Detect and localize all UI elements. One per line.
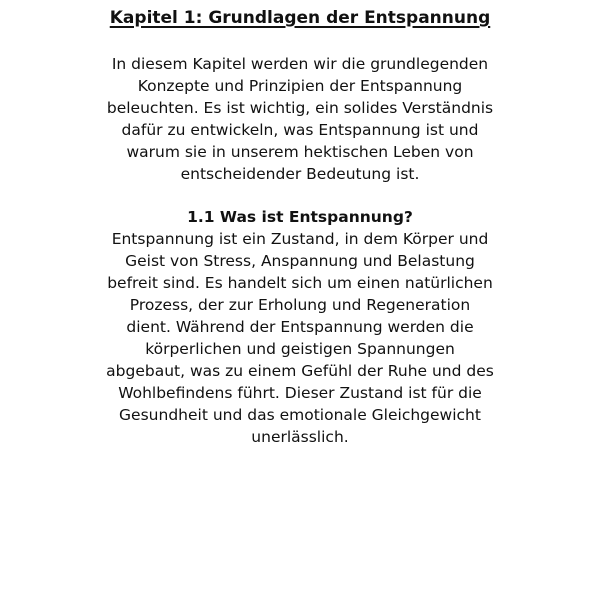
intro-line: entscheidender Bedeutung ist. bbox=[180, 165, 420, 183]
intro-line: dafür zu entwickeln, was Entspannung ist und bbox=[121, 121, 479, 139]
section-line: Wohlbefindens führt. Dieser Zustand ist für die bbox=[118, 384, 482, 402]
section-paragraph bbox=[0, 228, 600, 448]
section-line: Gesundheit und das emotionale Gleichgewicht bbox=[119, 406, 481, 424]
section-line: Geist von Stress, Anspannung und Belastung bbox=[125, 252, 475, 270]
intro-line: Konzepte und Prinzipien der Entspannung bbox=[137, 77, 463, 95]
section-line: befreit sind. Es handelt sich um einen natürlichen bbox=[107, 274, 493, 292]
section-line: dient. Während der Entspannung werden die bbox=[126, 318, 474, 336]
section-line: Prozess, der zur Erholung und Regeneration bbox=[129, 296, 471, 314]
section-line: abgebaut, was zu einem Gefühl der Ruhe und des bbox=[106, 362, 494, 380]
intro-line: warum sie in unserem hektischen Leben von bbox=[126, 143, 474, 161]
section-line: körperlichen und geistigen Spannungen bbox=[145, 340, 455, 358]
section-line: Entspannung ist ein Zustand, in dem Körper und bbox=[111, 230, 489, 248]
intro-paragraph bbox=[0, 53, 600, 185]
intro-line: beleuchten. Es ist wichtig, ein solides Verständnis bbox=[106, 99, 494, 117]
intro-line: In diesem Kapitel werden wir die grundlegenden bbox=[111, 55, 489, 73]
section-heading: 1.1 Was ist Entspannung? bbox=[187, 208, 413, 226]
chapter-title: Kapitel 1: Grundlagen der Entspannung bbox=[109, 8, 491, 28]
section-line: unerlässlich. bbox=[251, 428, 349, 446]
